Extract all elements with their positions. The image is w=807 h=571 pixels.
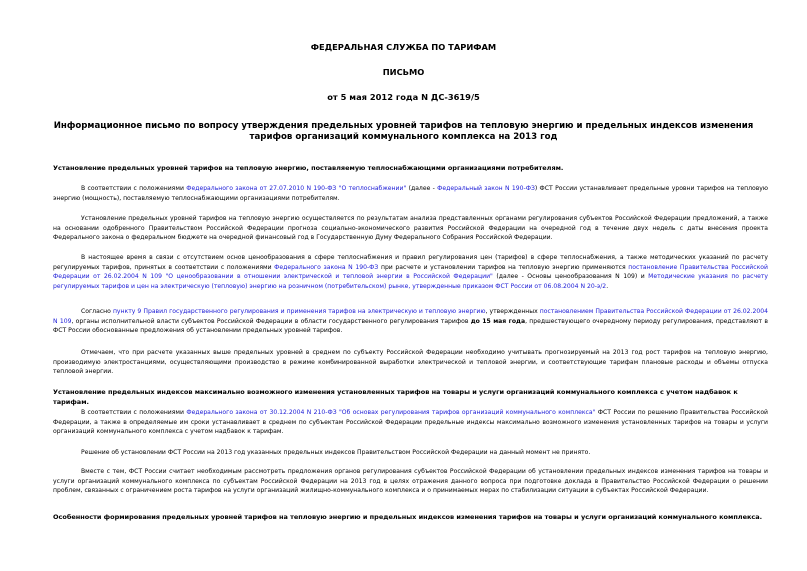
document-date: от 5 мая 2012 года N ДС-3619/5 bbox=[327, 92, 480, 102]
document-title: Информационное письмо по вопросу утверждения предельных уровней тарифов на тепловую энергию и предельных индексов изменения тарифов организаций коммунального комплекса на 2013 год bbox=[53, 121, 754, 142]
agency-name: ФЕДЕРАЛЬНАЯ СЛУЖБА ПО ТАРИФАМ bbox=[310, 42, 497, 52]
paragraph-text: В настоящее время в связи с отсутствием основ ценообразования в сфере теплоснабжения и правил регулирования цен (тарифов) в сфере теплоснабжения, а также методических указаний по расчету регулируемых тарифов, принятых в соответствии с положениями bbox=[53, 254, 768, 271]
paragraph-7: Решение об установлении ФСТ России на 2013 год указанных предельных индексов Правительством Российской Федерации на данный момент не принято. bbox=[81, 449, 591, 456]
paragraph-text: (далее - Основы ценообразования N 109) и bbox=[492, 273, 649, 281]
paragraph-3 bbox=[53, 253, 768, 291]
law-190-fz-link[interactable]: Федерального закона от 27.07.2010 N 190-ФЗ "О теплоснабжении" bbox=[186, 185, 407, 192]
section-heading-3: Особенности формирования предельных уровней тарифов на тепловую энергию и предельных индексов изменения тарифов на товары и услуги организаций коммунального комплекса. bbox=[53, 513, 763, 521]
paragraph-text: ФСТ России по решению Правительства Российской Федерации, а также в определяемые им сроки устанавливает в среднем по субъектам Российской Федерации предельные индексы максимально возможного изменения установленных тарифов на товары и услуги организаций коммунального комплекса с учетом надбавок к тарифам. bbox=[53, 409, 769, 436]
paragraph-text: , предшествующего очередному периоду регулирования, представляют в ФСТ России обоснованные предложения об установлении предельных уровней тарифов. bbox=[53, 317, 768, 335]
paragraph-4 bbox=[53, 307, 768, 336]
deadline-emphasis: до 15 мая года bbox=[470, 317, 526, 325]
paragraph-text: , органы исполнительной власти субъектов Российской Федерации в области государственного регулирования тарифов bbox=[71, 317, 471, 325]
resolution-109-link[interactable]: постановление Правительства Российской Федерации от 26.02.2004 N 109 "О ценообразовании в отношении электрической и тепловой энергии в Российской Федерации" bbox=[53, 263, 768, 281]
law-190-fz-link-2[interactable]: Федерального закона N 190-ФЗ bbox=[274, 263, 379, 271]
paragraph-6 bbox=[53, 408, 768, 437]
section-heading-1: Установление предельных уровней тарифов на тепловую энергию, поставляемую теплоснабжающими организациями потребителям. bbox=[53, 164, 564, 172]
paragraph-1 bbox=[53, 184, 768, 203]
paragraph-text: . bbox=[606, 282, 609, 290]
paragraph-text: , утвержденных bbox=[485, 308, 540, 315]
section-heading-2: Установление предельных индексов максимально возможного изменения установленных тарифов на товары и услуги организаций коммунального комплекса с учетом надбавок к тарифам. bbox=[53, 388, 738, 406]
document-type: ПИСЬМО bbox=[382, 67, 425, 77]
paragraph-text: Согласно bbox=[81, 308, 113, 315]
paragraph-text: при расчете и установлении тарифов на тепловую энергию применяются bbox=[378, 263, 629, 271]
paragraph-8: Вместе с тем, ФСТ России считает необходимым рассмотреть предложения органов регулирования субъектов Российской Федерации об установлении предельных индексов изменения тарифов на товары и услуги организаций коммунального комплекса по субъектам Российской Федерации на 2013 год в целях отражения данного вопроса при подготовке доклада в Правительство Российской Федерации о решении проблем, связанных с ограничением роста тарифов на услуги организаций жилищно-коммунального комплекса и о принимаемых мерах по стабилизации ситуации в субъектах Российской Федерации. bbox=[53, 468, 768, 495]
paragraph-text: В соответствии с положениями bbox=[81, 409, 187, 416]
paragraph-2: Установление предельных уровней тарифов на тепловую энергию осуществляется по результатам анализа представленных органами регулирования субъектов Российской Федерации предложений, а также на основании одобренного Правительством Российской Федерации прогноза социально-экономического развития Российской Федерации на очередной год в течение двух недель с даты внесения проекта Федерального закона о федеральном бюджете на очередной финансовый год в Государственную Думу Федерального Собрания Российской Федерации. bbox=[53, 215, 768, 242]
rules-clause-9-link[interactable]: пункту 9 Правил государственного регулирования и применения тарифов на электрическую и тепловую энергию bbox=[112, 308, 486, 315]
paragraph-text: В соответствии с положениями bbox=[81, 185, 187, 192]
law-190-fz-short-link[interactable]: Федеральный закон N 190-ФЗ bbox=[437, 185, 535, 192]
paragraph-text: ) ФСТ России устанавливает предельные уровни тарифов на тепловую энергию (мощность), поставляемую теплоснабжающими организациями потребителям. bbox=[53, 185, 769, 202]
law-210-fz-link[interactable]: Федерального закона от 30.12.2004 N 210-ФЗ "Об основах регулирования тарифов организаций коммунального комплекса" bbox=[186, 409, 596, 416]
paragraph-text: (далее - bbox=[406, 185, 438, 192]
paragraph-5: Отмечаем, что при расчете указанных выше предельных уровней в среднем по субъекту Российской Федерации необходимо учитывать прогнозируемый на 2013 год рост тарифов на тепловую энергию, производимую электростанциями, осуществляющими производство в режиме комбинированной выработки электрической и тепловой энергии, и соответствующие тарифам плановые расходы и объемы отпуска тепловой энергии. bbox=[53, 349, 768, 376]
methodical-guidelines-link[interactable]: Методические указания по расчету регулируемых тарифов и цен на электрическую (тепловую) энергию на розничном (потребительском) рынке, утвержденные приказом ФСТ России от 06.08.2004 N 20-э/2 bbox=[53, 273, 768, 290]
resolution-109-link-2[interactable]: постановлением Правительства Российской Федерации от 26.02.2004 N 109 bbox=[53, 308, 768, 325]
